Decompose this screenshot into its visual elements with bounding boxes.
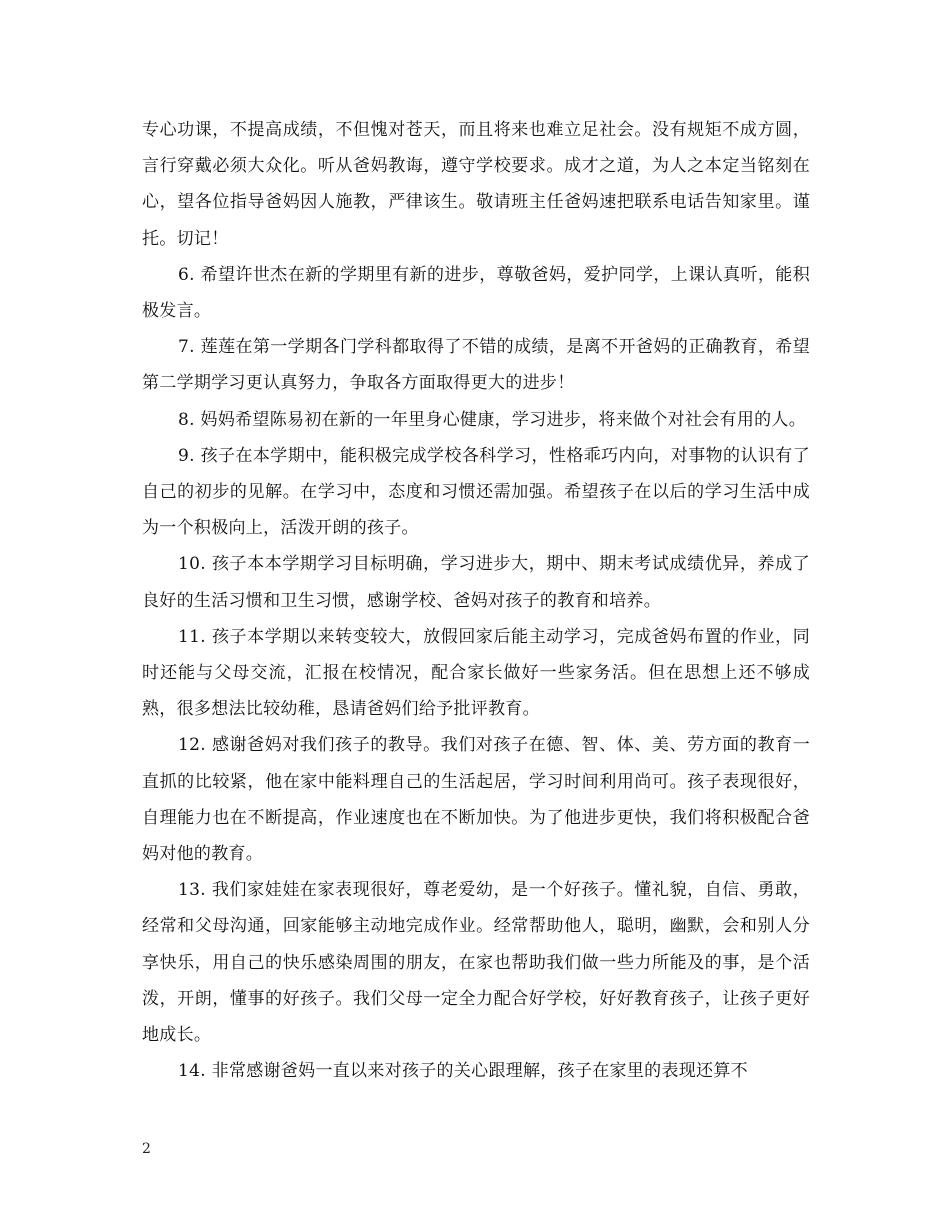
paragraph-item-9: 9. 孩子在本学期中，能积极完成学校各科学习，性格乖巧内向，对事物的认识有了自己的初步的见解。在学习中，态度和习惯还需加强。希望孩子在以后的学习生活中成为一个积极向上，活泼开朗的孩子。 — [142, 445, 810, 539]
paragraph-item-8: 8. 妈妈希望陈易初在新的一年里身心健康，学习进步，将来做个对社会有用的人。 — [178, 409, 807, 430]
paragraph-item-6: 6. 希望许世杰在新的学期里有新的进步，尊敬爸妈，爱护同学，上课认真听，能积极发言。 — [142, 264, 810, 322]
paragraph-item-7: 7. 莲莲在第一学期各门学科都取得了不错的成绩，是离不开爸妈的正确教育，希望第二学期学习更认真努力，争取各方面取得更大的进步！ — [142, 337, 810, 394]
page-number: 2 — [142, 1141, 151, 1157]
paragraph-continuation: 专心功课，不提高成绩，不但愧对苍天，而且将来也难立足社会。没有规矩不成方圆，言行穿戴必须大众化。听从爸妈教诲，遵守学校要求。成才之道，为人之本定当铭刻在心，望各位指导爸妈因人施教，严律该生。敬请班主任爸妈速把联系电话告知家里。谨托。切记！ — [142, 120, 810, 249]
paragraph-item-10: 10. 孩子本本学期学习目标明确，学习进步大，期中、期末考试成绩优异，养成了良好的生活习惯和卫生习惯，感谢学校、爸妈对孩子的教育和培养。 — [142, 554, 810, 611]
document-body — [142, 112, 810, 1089]
paragraph-item-12: 12. 感谢爸妈对我们孩子的教导。我们对孩子在德、智、体、美、劳方面的教育一直抓的比较紧，他在家中能料理自己的生活起居，学习时间利用尚可。孩子表现很好，自理能力也在不断提高，作业速度也在不断加快。为了他进步更快，我们将积极配合爸妈对他的教育。 — [142, 735, 810, 865]
paragraph-item-11: 11. 孩子本学期以来转变较大，放假回家后能主动学习，完成爸妈布置的作业，同时还能与父母交流，汇报在校情况，配合家长做好一些家务活。但在思想上还不够成熟，很多想法比较幼稚，恳请爸妈们给予批评教育。 — [142, 626, 810, 720]
paragraph-item-14: 14. 非常感谢爸妈一直以来对孩子的关心跟理解，孩子在家里的表现还算不 — [178, 1061, 748, 1082]
paragraph-item-13: 13. 我们家娃娃在家表现很好，尊老爱幼，是一个好孩子。懂礼貌，自信、勇敢，经常和父母沟通，回家能够主动地完成作业。经常帮助他人，聪明，幽默，会和别人分享快乐，用自己的快乐感染周围的朋友，在家也帮助我们做一些力所能及的事，是个活泼，开朗，懂事的好孩子。我们父母一定全力配合好学校，好好教育孩子，让孩子更好地成长。 — [142, 880, 810, 1046]
